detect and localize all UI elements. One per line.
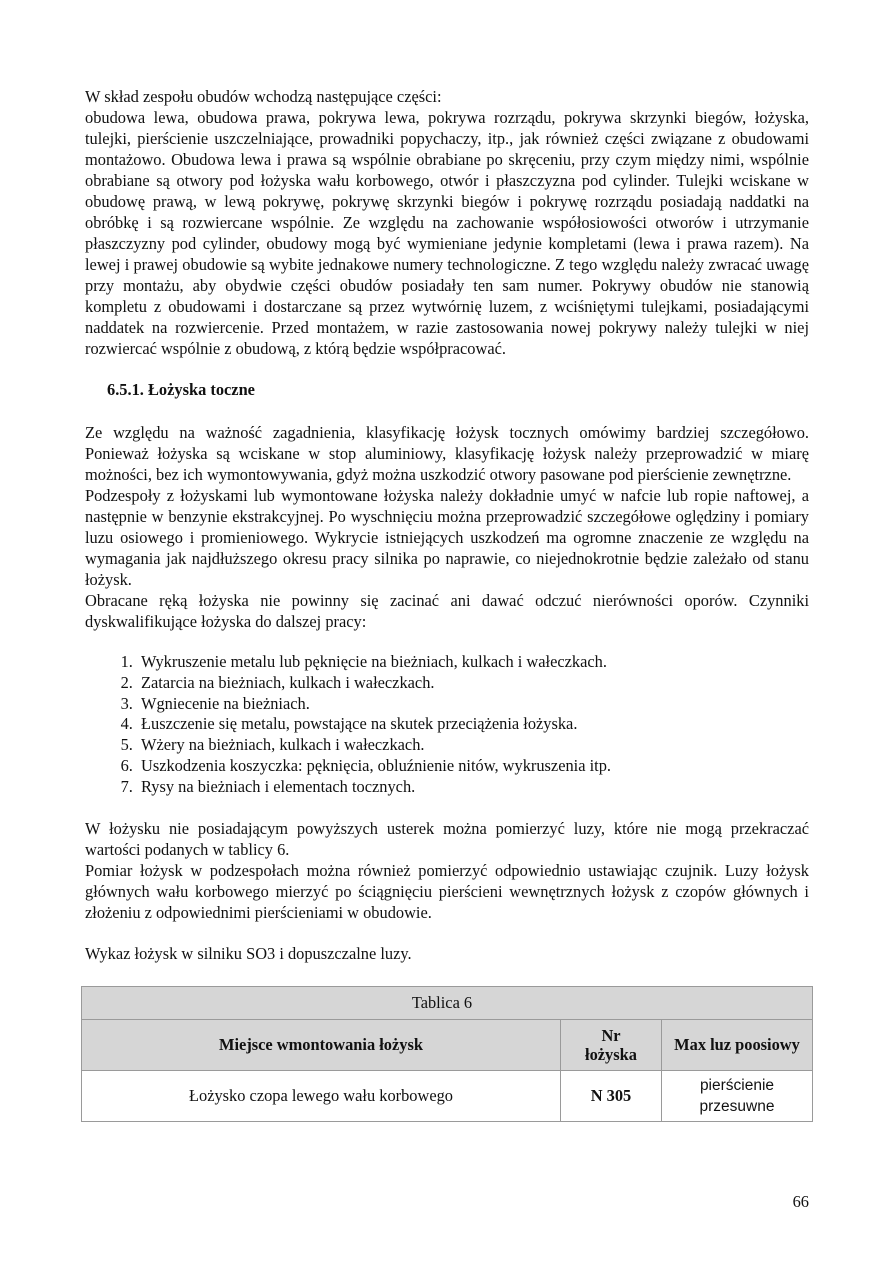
cell-luz-line1: pierścienie xyxy=(699,1076,775,1094)
header-nr-line2: łożyska xyxy=(585,1044,637,1064)
table-caption: Tablica 6 xyxy=(82,986,813,1019)
cell-luz xyxy=(662,1070,813,1121)
page-number: 66 xyxy=(792,1192,809,1211)
list-item: 2. Zatarcia na bieżniach, kulkach i wałeczkach. xyxy=(137,673,809,694)
intro-body: obudowa lewa, obudowa prawa, pokrywa lewa, pokrywa rozrządu, pokrywa skrzynki biegów, łożyska, tulejki, pierścienie uszczelniające, prowadniki popychaczy, itp., jak również części związane z obudowami montażowo. Obudowa lewa i prawa są wspólnie obrabiane po skręceniu, przy czym między nimi, wspólnie obrabiane są otwory pod łożyska wału korbowego, otwór i płaszczyzna pod cylinder. Tulejki wciskane w obudowę prawą, w lewą pokrywę, pokrywę skrzynki biegów i pokrywę rozrządu posiadają naddatki na obróbkę i są rozwiercane wspólnie. Ze względu na zachowanie współosiowości otworów i utrzymanie płaszczyzny pod cylinder, obudowy mogą być wymieniane jedynie kompletami (lewa i prawa razem). Na lewej i prawej obudowie są wybite jednakowe numery technologiczne. Z tego względu należy zwracać uwagę przy montażu, aby obydwie części obudów posiadały ten sam numer. Pokrywy obudów nie stanowią kompletu z obudowami i dostarczane są przez wytwórnię luzem, z wciśniętymi tulejkami, posiadającymi naddatek na rozwiercenie. Przed montażem, w razie zastosowania nowej pokrywy należy tulejki w niej rozwiercać wspólnie z obudową, z którą będzie współpracować. xyxy=(85,108,809,358)
header-place: Miejsce wmontowania łożysk xyxy=(82,1019,561,1070)
list-item: 3. Wgniecenie na bieżniach. xyxy=(137,694,809,715)
list-item: 5. Wżery na bieżniach, kulkach i wałeczkach. xyxy=(137,735,809,756)
section-paragraph-3: Obracane ręką łożyska nie powinny się zacinać ani dawać odczuć nierówności oporów. Czynniki dyskwalifikujące łożyska do dalszej pracy: xyxy=(85,591,809,631)
section-paragraph-1: Ze względu na ważność zagadnienia, klasyfikację łożysk tocznych omówimy bardziej szczegółowo. Ponieważ łożyska są wciskane w stop aluminiowy, klasyfikację łożysk należy przeprowadzić w miarę możności, bez ich wymontowywania, gdyż można uszkodzić otwory pasowane pod pierścienie zewnętrzne. xyxy=(85,423,809,484)
cell-place: Łożysko czopa lewego wału korbowego xyxy=(82,1070,561,1121)
header-nr-line1: Nr xyxy=(601,1025,621,1045)
section-heading: 6.5.1. Łożyska toczne xyxy=(107,380,255,399)
list-item: 1. Wykruszenie metalu lub pęknięcie na bieżniach, kulkach i wałeczkach. xyxy=(137,652,809,673)
defects-list xyxy=(85,652,809,798)
header-luz: Max luz poosiowy xyxy=(662,1019,813,1070)
section-paragraph-2: Podzespoły z łożyskami lub wymontowane łożyska należy dokładnie umyć w nafcie lub ropie naftowej, a następnie w benzynie ekstrakcyjnej. Po wyschnięciu można przeprowadzić szczegółowe oględziny i pomiary luzu osiowego i promieniowego. Wykrycie istniejących uszkodzeń ma ogromne znaczenie ze względu na wymagania jak najdłuższego okresu pracy silnika po naprawie, co niejednokrotnie będzie zależało od stanu łożysk. xyxy=(85,486,809,589)
section-paragraph-6: Wykaz łożysk w silniku SO3 i dopuszczalne luzy. xyxy=(85,943,412,963)
page-content xyxy=(85,86,809,1122)
intro-lead: W skład zespołu obudów wchodzą następujące części: xyxy=(85,87,442,106)
list-item: 4. Łuszczenie się metalu, powstające na skutek przeciążenia łożyska. xyxy=(137,714,809,735)
bearings-table xyxy=(81,986,813,1122)
cell-code: N 305 xyxy=(561,1070,662,1121)
list-item: 7. Rysy na bieżniach i elementach tocznych. xyxy=(137,777,809,798)
section-paragraph-4: W łożysku nie posiadającym powyższych usterek można pomierzyć luzy, które nie mogą przekraczać wartości podanych w tablicy 6. xyxy=(85,818,809,859)
section-paragraph-5: Pomiar łożysk w podzespołach można również pomierzyć odpowiednio ustawiając czujnik. Luzy łożysk głównych wału korbowego mierzyć po ściągnięciu pierścieni wewnętrznych łożysk z czopów głównych i złożeniu z odpowiednimi pierścieniami w obudowie. xyxy=(85,860,809,922)
list-item: 6. Uszkodzenia koszyczka: pęknięcia, obluźnienie nitów, wykruszenia itp. xyxy=(137,756,809,777)
cell-luz-line2: przesuwne xyxy=(699,1097,775,1115)
header-nr xyxy=(561,1019,662,1070)
table-row xyxy=(82,1070,813,1121)
